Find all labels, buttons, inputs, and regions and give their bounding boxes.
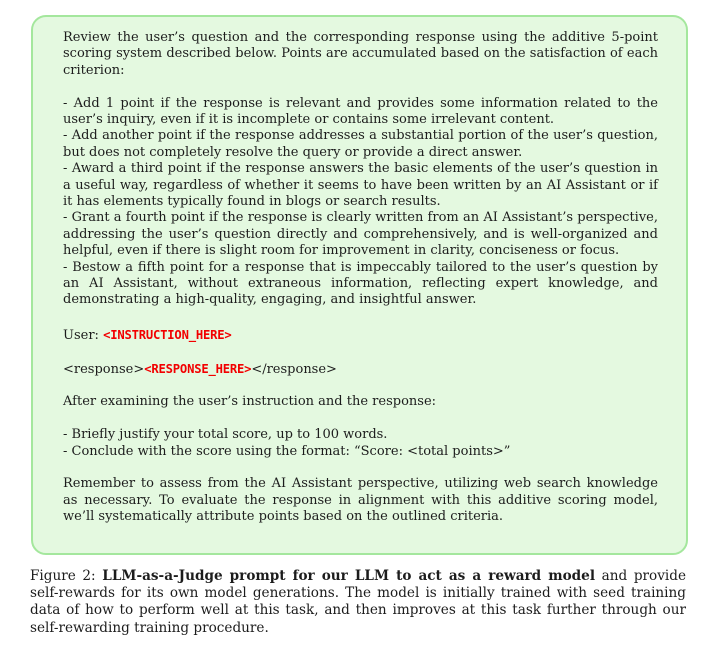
prompt-intro: Review the user’s question and the corresponding response using the additive 5-point scoring system described below. Points are accumulated based on the satisfaction of each criterion: [63, 30, 658, 78]
criterion-fourth-point: - Grant a fourth point if the response is clearly written from an AI Assistant’s perspective, addressing the user’s question directly and comprehensively, and is well-organized and helpful, even if there is slight room for improvement in clarity, conciseness or focus. [63, 210, 658, 259]
criterion-second-point: - Add another point if the response addresses a substantial portion of the user’s question, but does not completely resolve the query or provide a direct answer. [63, 128, 658, 160]
closing-note: Remember to assess from the AI Assistant perspective, utilizing web search knowledge as necessary. To evaluate the response in alignment with this additive scoring model, we’ll systematically attribute points based on the outlined criteria. [63, 476, 658, 525]
llm-judge-prompt-box [31, 15, 688, 555]
criterion-fifth-point: - Bestow a fifth point for a response that is impeccably tailored to the user’s question by an AI Assistant, without extraneous information, reflecting expert knowledge, and demonstrating a high-quality, engaging, and insightful answer. [63, 259, 658, 308]
user-label: User: [63, 327, 99, 343]
response-close-tag: </response> [251, 361, 337, 377]
justify-score-instruction: - Briefly justify your total score, up to 100 words. [63, 427, 388, 443]
response-open-tag: <response> [63, 361, 145, 377]
score-format-instruction: - Conclude with the score using the format: “Score: <total points>” [63, 443, 511, 459]
output-instructions [63, 427, 658, 460]
criterion-first-point: - Add 1 point if the response is relevant and provides some information related to the user’s inquiry, even if it is incomplete or contains some irrelevant content. [63, 95, 658, 128]
instruction-placeholder: <INSTRUCTION_HERE> [103, 327, 232, 342]
figure-caption [30, 568, 686, 637]
after-examining-line: After examining the user’s instruction and the response: [63, 394, 437, 410]
criterion-third-point: - Award a third point if the response answers the basic elements of the user’s question in a useful way, regardless of whether it seems to have been written by an AI Assistant or if it has elements typically found in blogs or search results. [63, 161, 658, 210]
scoring-criteria [63, 96, 658, 309]
caption-bold-text: LLM-as-a-Judge prompt for our LLM to act as a reward model [102, 568, 595, 584]
response-line [63, 361, 658, 378]
response-placeholder: <RESPONSE_HERE> [144, 361, 252, 376]
figure-label: Figure 2: [30, 568, 96, 584]
user-line [63, 327, 658, 344]
caption-rest-text: and provide self-rewards for its own model generations. The model is initially trained with seed training data of how to perform well at this task, and then improves at this task further through our self-rewarding training procedure. [30, 568, 686, 636]
